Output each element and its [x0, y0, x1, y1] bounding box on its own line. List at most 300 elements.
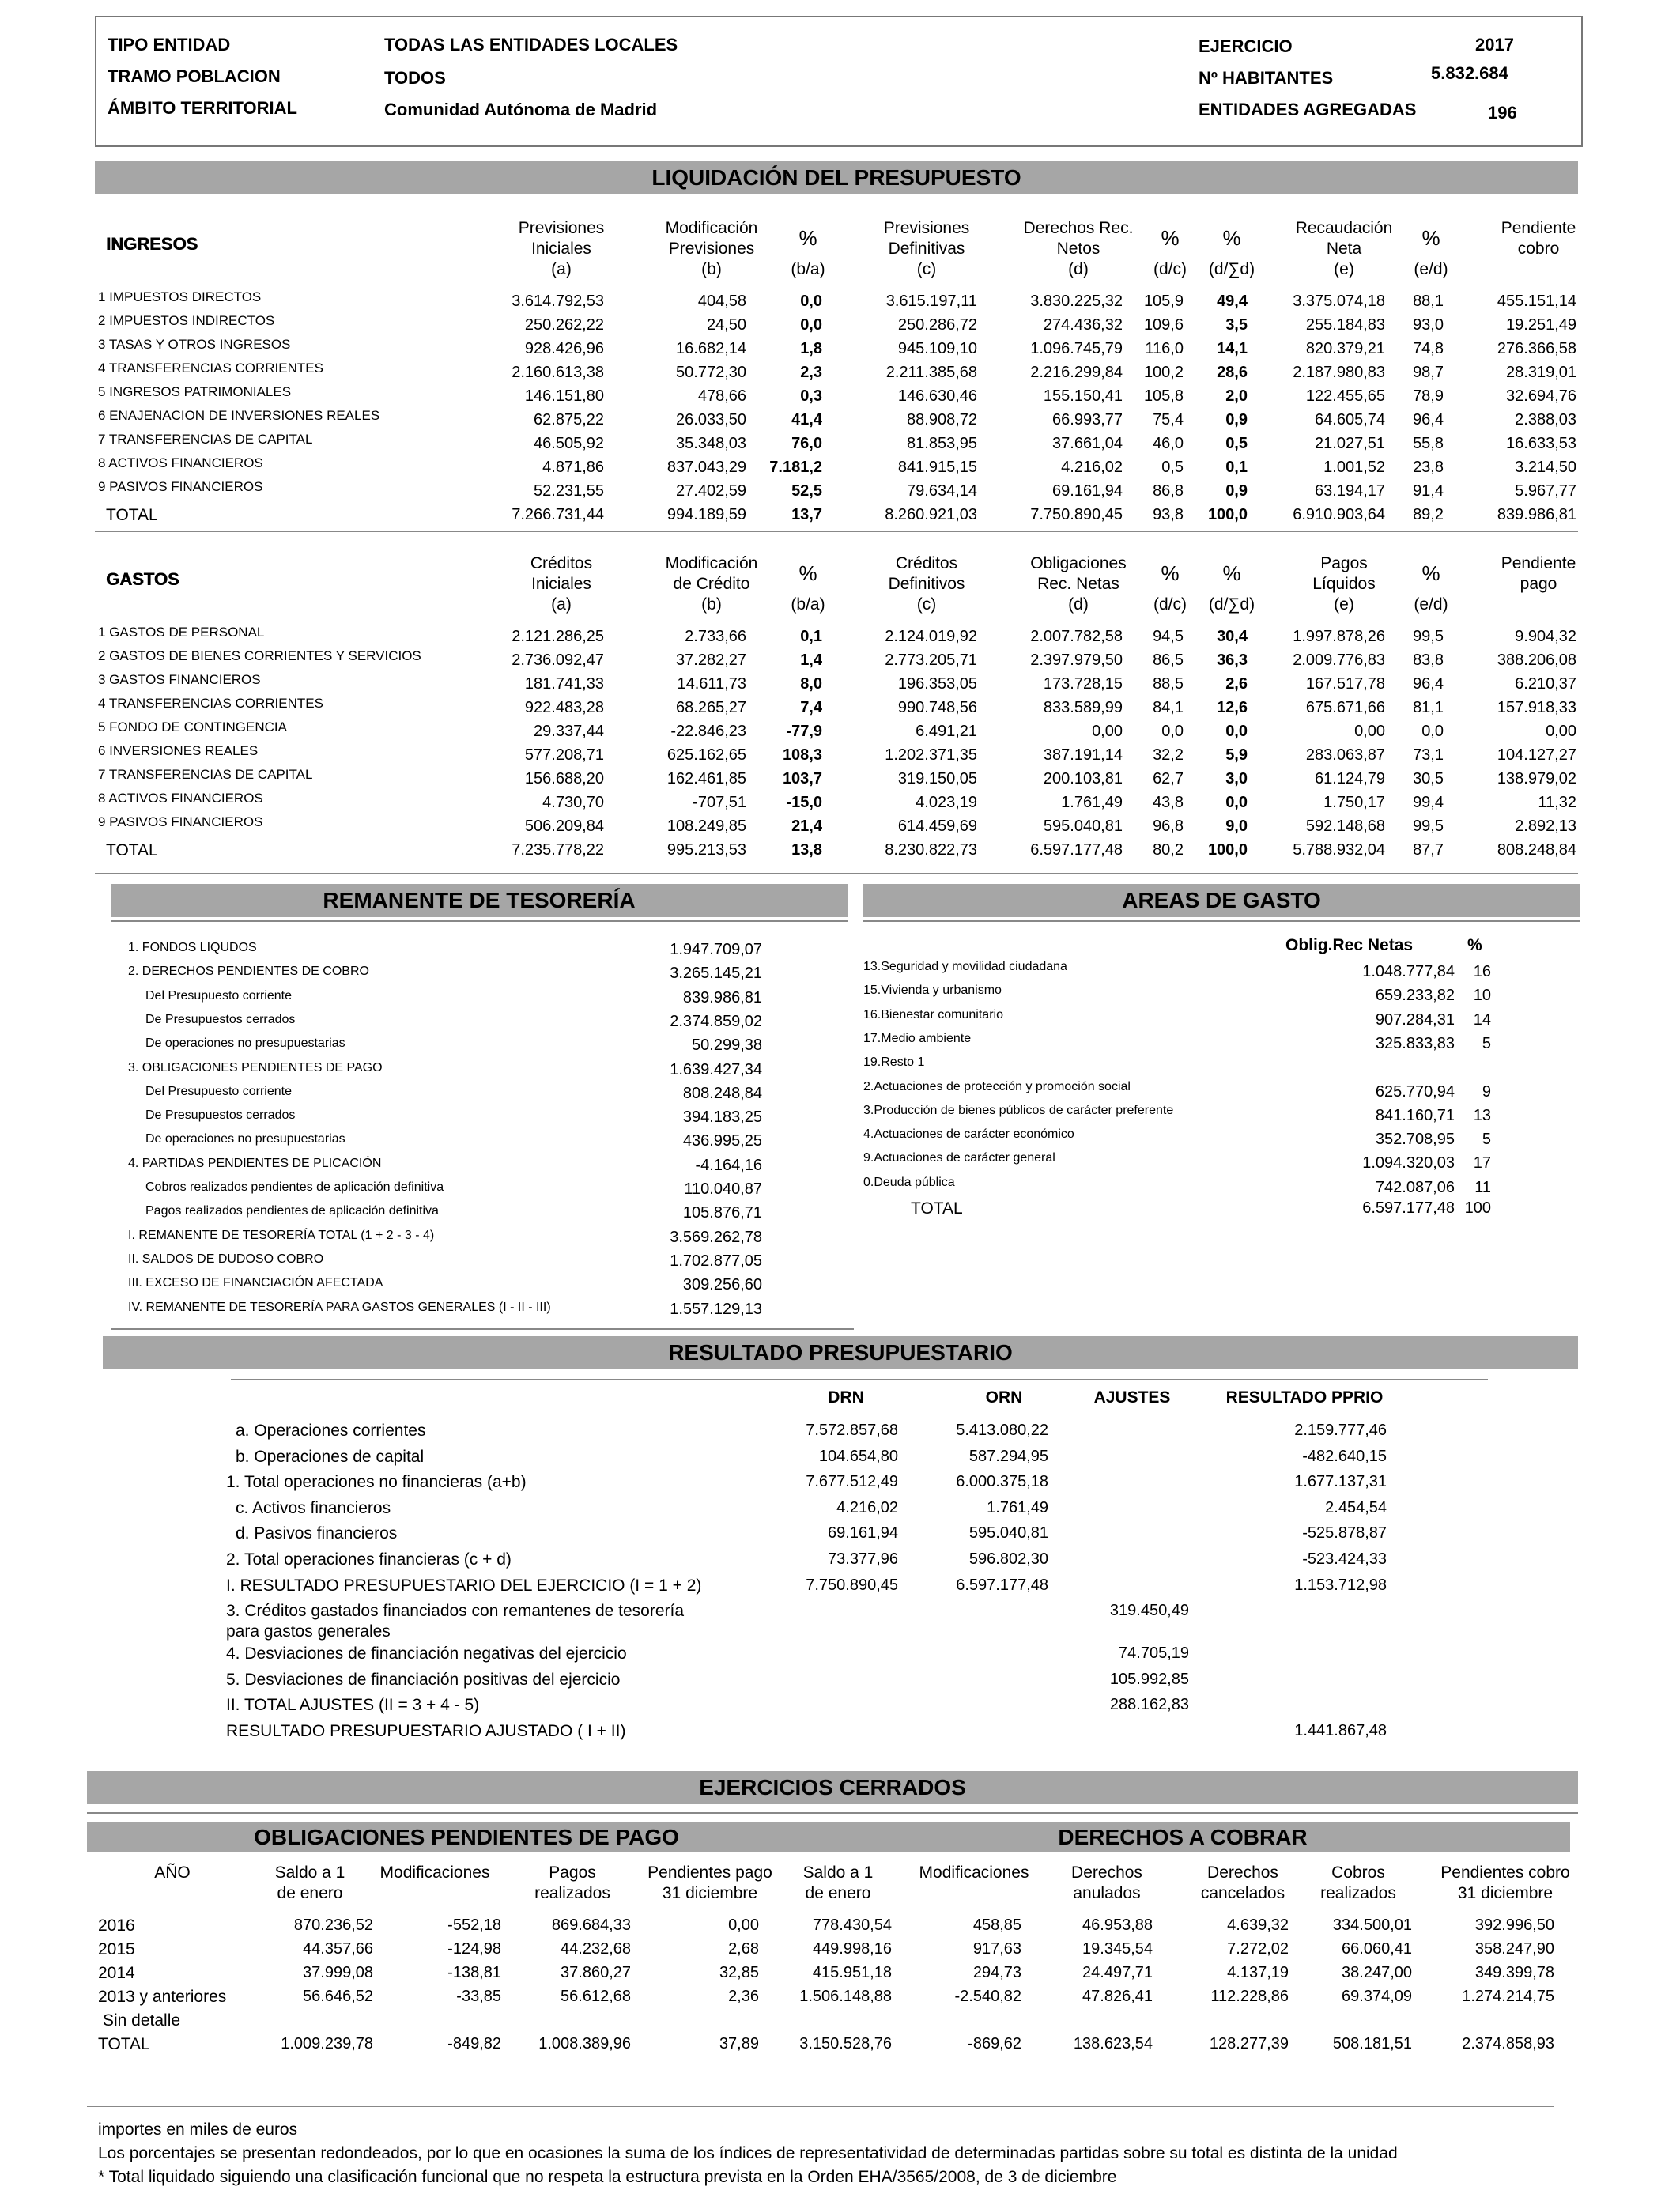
ingresos-cell: 52,5 — [791, 482, 822, 500]
cerrados-cell: 3.150.528,76 — [799, 2035, 892, 2052]
gastos-cell: 9.904,32 — [1515, 628, 1576, 645]
ingresos-cell: 74,8 — [1413, 340, 1444, 357]
ingresos-total-cell: 8.260.921,03 — [885, 506, 977, 523]
gastos-header-7-0: Pagos — [1320, 554, 1368, 572]
ingresos-cell: 255.184,83 — [1305, 316, 1385, 334]
ingresos-total-cell: 89,2 — [1413, 506, 1444, 523]
gastos-cell: 0,00 — [1354, 723, 1385, 740]
gastos-total-cell: 808.248,84 — [1497, 841, 1576, 859]
remanente-row-label: Del Presupuesto corriente — [145, 988, 292, 1003]
areas-row-label: 0.Deuda pública — [863, 1175, 955, 1189]
ingresos-header-0-0: Previsiones — [518, 219, 605, 237]
ingresos-cell: 86,8 — [1153, 482, 1184, 500]
gastos-cell: 1.750,17 — [1323, 794, 1385, 811]
areas-row-pct: 13 — [1473, 1106, 1491, 1124]
cerrados-cell: 1.008.389,96 — [538, 2035, 631, 2052]
gastos-cell: 2.009.776,83 — [1293, 651, 1385, 669]
resultado-row-label: 5. Desviaciones de financiación positivas del ejercicio — [226, 1670, 621, 1689]
gastos-header-0-1: Iniciales — [531, 575, 591, 593]
remanente-row-value: 3.265.145,21 — [670, 965, 762, 983]
ingresos-cell: 76,0 — [791, 435, 822, 452]
gastos-header-2-2: (b/a) — [791, 595, 825, 614]
cerrados-cell: 358.247,90 — [1474, 1940, 1554, 1958]
gastos-cell: 6.491,21 — [916, 723, 977, 740]
areas-row-pct: 5 — [1482, 1034, 1491, 1052]
remanente-row-label: 3. OBLIGACIONES PENDIENTES DE PAGO — [128, 1060, 383, 1074]
ingresos-cell: 16.633,53 — [1506, 435, 1576, 452]
gastos-cell: 12,6 — [1217, 699, 1248, 716]
ingresos-cell: 46,0 — [1153, 435, 1184, 452]
ingresos-header-3-0: Previsiones — [883, 219, 970, 237]
gastos-header-6-2: (d/∑d) — [1208, 595, 1255, 614]
ingresos-cell: 24,50 — [706, 316, 746, 334]
ingresos-row-label: 4 TRANSFERENCIAS CORRIENTES — [98, 361, 323, 376]
gastos-label: GASTOS — [106, 569, 179, 589]
resultado-orn: 6.000.375,18 — [956, 1473, 1048, 1491]
gastos-row-label: 9 PASIVOS FINANCIEROS — [98, 814, 263, 829]
ingresos-cell: 98,7 — [1413, 364, 1444, 381]
cerrados-cell: 56.646,52 — [303, 1988, 373, 2005]
gastos-cell: 1,4 — [800, 651, 822, 669]
cerrados-cell: -869,62 — [968, 2035, 1021, 2052]
resultado-row-label: d. Pasivos financieros — [236, 1524, 398, 1543]
ambito-label: ÁMBITO TERRITORIAL — [108, 98, 297, 118]
cerrados-title-rule — [87, 1812, 1578, 1814]
ingresos-cell: 28.319,01 — [1506, 364, 1576, 381]
gastos-cell: -77,9 — [786, 723, 822, 740]
ingresos-cell: 1.001,52 — [1323, 459, 1385, 476]
gastos-header-5-0: % — [1161, 561, 1180, 585]
ingresos-cell: 16.682,14 — [676, 340, 746, 357]
gastos-total-cell: 13,8 — [791, 841, 822, 859]
gastos-header-3-0: Créditos — [895, 554, 958, 572]
ingresos-cell: 404,58 — [697, 293, 746, 310]
cerrados-cell: 415.951,18 — [812, 1964, 892, 1981]
gastos-header-7-2: (e) — [1334, 595, 1354, 614]
gastos-total-cell: 87,7 — [1413, 841, 1444, 859]
cerrados-cell: 69.374,09 — [1342, 1988, 1412, 2005]
gastos-cell: 675.671,66 — [1305, 699, 1385, 716]
ingresos-cell: 2,3 — [800, 364, 822, 381]
ingresos-cell: 19.251,49 — [1506, 316, 1576, 334]
remanente-row-value: 50.299,38 — [692, 1037, 762, 1055]
areas-row-value: 325.833,83 — [1375, 1034, 1455, 1052]
gastos-cell: 7,4 — [800, 699, 822, 716]
cerrados-cell: 56.612,68 — [561, 1988, 631, 2005]
ingresos-total-label: TOTAL — [106, 506, 158, 524]
ingresos-cell: 116,0 — [1145, 340, 1184, 357]
areas-title-rule — [863, 920, 1580, 922]
cerrados-header: Pendientes pago — [647, 1864, 772, 1882]
gastos-cell: 157.918,33 — [1497, 699, 1576, 716]
gastos-cell: 138.979,02 — [1497, 770, 1576, 787]
ingresos-row-label: 9 PASIVOS FINANCIEROS — [98, 479, 263, 494]
gastos-cell: -22.846,23 — [670, 723, 746, 740]
resultado-ajustes: 74.705,19 — [1119, 1645, 1189, 1663]
resultado-frame — [231, 1379, 1488, 1380]
gastos-cell: 0,0 — [1421, 723, 1444, 740]
cerrados-cell: 46.953,88 — [1082, 1916, 1153, 1934]
gastos-header-8-2: (e/d) — [1414, 595, 1448, 614]
remanente-row-value: 1.639.427,34 — [670, 1060, 762, 1078]
cerrados-cell: 870.236,52 — [293, 1916, 373, 1934]
areas-row-value: 742.087,06 — [1375, 1178, 1455, 1196]
gastos-cell: 62,7 — [1153, 770, 1184, 787]
remanente-row-value: 105.876,71 — [682, 1204, 762, 1222]
ingresos-cell: 93,0 — [1413, 316, 1444, 334]
ingresos-total-cell: 7.750.890,45 — [1030, 506, 1123, 523]
gastos-cell: 3,0 — [1225, 770, 1248, 787]
areas-row-value: 907.284,31 — [1375, 1010, 1455, 1029]
ingresos-cell: 4.216,02 — [1061, 459, 1123, 476]
ingresos-cell: 3.375.074,18 — [1293, 293, 1385, 310]
gastos-cell: 2.773.205,71 — [885, 651, 977, 669]
gastos-row-label: 2 GASTOS DE BIENES CORRIENTES Y SERVICIOS — [98, 648, 421, 663]
gastos-cell: 922.483,28 — [524, 699, 604, 716]
gastos-cell: 61.124,79 — [1315, 770, 1385, 787]
cerrados-header: Saldo a 1 — [274, 1864, 345, 1882]
ingresos-cell: 63.194,17 — [1315, 482, 1385, 500]
tramo-label: TRAMO POBLACION — [108, 66, 281, 86]
gastos-cell: 181.741,33 — [524, 675, 604, 693]
gastos-cell: 2.121.286,25 — [512, 628, 604, 645]
gastos-cell: 88,5 — [1153, 675, 1184, 693]
remanente-row-value: 394.183,25 — [682, 1108, 762, 1127]
gastos-row-label: 6 INVERSIONES REALES — [98, 743, 259, 758]
gastos-row-label: 7 TRANSFERENCIAS DE CAPITAL — [98, 767, 313, 782]
gastos-cell: 387.191,14 — [1043, 746, 1123, 764]
areas-row-label: 15.Vivienda y urbanismo — [863, 984, 1002, 998]
ingresos-header-9-1: cobro — [1517, 240, 1560, 258]
ingresos-cell: 100,2 — [1143, 364, 1184, 381]
areas-total-value: 6.597.177,48 — [1362, 1199, 1455, 1217]
gastos-header-8-0: % — [1421, 561, 1440, 585]
cerrados-header: Pendientes cobro — [1440, 1864, 1570, 1882]
areas-total-label: TOTAL — [911, 1199, 963, 1218]
cerrados-cell: 128.277,39 — [1209, 2035, 1289, 2052]
ingresos-total-cell: 7.266.731,44 — [512, 506, 604, 523]
header-box — [95, 16, 1583, 147]
cerrados-header: anulados — [1073, 1884, 1141, 1902]
derechos-title: DERECHOS A COBRAR — [795, 1822, 1570, 1852]
gastos-row-label: 1 GASTOS DE PERSONAL — [98, 625, 265, 640]
ingresos-cell: 928.426,96 — [524, 340, 604, 357]
cerrados-header: 31 diciembre — [1457, 1884, 1554, 1902]
gastos-total-cell: 7.235.778,22 — [512, 841, 604, 859]
remanente-row-value: -4.164,16 — [695, 1156, 762, 1174]
ingresos-cell: 0,0 — [800, 293, 822, 310]
gastos-row-label: 8 ACTIVOS FINANCIEROS — [98, 791, 263, 806]
ingresos-row-label: 7 TRANSFERENCIAS DE CAPITAL — [98, 432, 313, 447]
gastos-cell: 83,8 — [1413, 651, 1444, 669]
gastos-row-label: 5 FONDO DE CONTINGENCIA — [98, 719, 287, 734]
ingresos-cell: 32.694,76 — [1506, 387, 1576, 405]
cerrados-header: Saldo a 1 — [802, 1864, 874, 1882]
remanente-row-value: 839.986,81 — [682, 988, 762, 1006]
ingresos-cell: 46.505,92 — [534, 435, 604, 452]
areas-row-value: 1.048.777,84 — [1362, 963, 1455, 980]
gastos-total-cell: 100,0 — [1207, 841, 1248, 859]
cerrados-cell: 334.500,01 — [1332, 1916, 1412, 1934]
areas-row-label: 9.Actuaciones de carácter general — [863, 1151, 1055, 1165]
resultado-drn: 104.654,80 — [818, 1447, 898, 1465]
areas-row-value: 352.708,95 — [1375, 1131, 1455, 1149]
gastos-cell: 30,4 — [1217, 628, 1248, 645]
cerrados-cell: 0,00 — [728, 1916, 759, 1934]
gastos-cell: 37.282,27 — [676, 651, 746, 669]
cerrados-cell: 1.009.239,78 — [281, 2035, 373, 2052]
tipo-entidad-label: TIPO ENTIDAD — [108, 35, 231, 55]
gastos-cell: 577.208,71 — [524, 746, 604, 764]
resultado-res: -482.640,15 — [1302, 1447, 1387, 1465]
resultado-drn: 69.161,94 — [828, 1524, 898, 1543]
ingresos-header-7-2: (e) — [1334, 260, 1354, 278]
gastos-header-0-2: (a) — [551, 595, 572, 614]
remanente-row-value: 1.557.129,13 — [670, 1300, 762, 1318]
gastos-cell: 283.063,87 — [1305, 746, 1385, 764]
cerrados-year: Sin detalle — [103, 2011, 181, 2030]
ingresos-total-cell: 13,7 — [791, 506, 822, 523]
cerrados-header: 31 diciembre — [662, 1884, 758, 1902]
resultado-res: -525.878,87 — [1302, 1524, 1387, 1543]
resultado-orn: 6.597.177,48 — [956, 1576, 1048, 1594]
gastos-header-5-2: (d/c) — [1153, 595, 1187, 614]
ingresos-header-0-2: (a) — [551, 260, 572, 278]
resultado-ajustes: 105.992,85 — [1109, 1670, 1189, 1688]
ingresos-cell: 2.388,03 — [1515, 411, 1576, 429]
ingresos-cell: 0,1 — [1225, 459, 1248, 476]
ingresos-header-5-0: % — [1161, 226, 1180, 250]
ingresos-header-2-0: % — [798, 226, 817, 250]
areas-title: AREAS DE GASTO — [863, 884, 1580, 917]
ingresos-cell: 21.027,51 — [1315, 435, 1385, 452]
ingresos-cell: 0,9 — [1225, 411, 1248, 429]
gastos-cell: 96,8 — [1153, 818, 1184, 835]
gastos-cell: 0,00 — [1546, 723, 1576, 740]
ingresos-cell: 55,8 — [1413, 435, 1444, 452]
remanente-row-value: 1.702.877,05 — [670, 1252, 762, 1270]
ingresos-cell: 837.043,29 — [666, 459, 746, 476]
ingresos-cell: 64.605,74 — [1315, 411, 1385, 429]
gastos-header-3-2: (c) — [916, 595, 937, 614]
ingresos-cell: 96,4 — [1413, 411, 1444, 429]
gastos-header-2-0: % — [798, 561, 817, 585]
resultado-res: 1.153.712,98 — [1294, 1576, 1387, 1594]
ingresos-cell: 0,0 — [800, 316, 822, 334]
gastos-cell: 0,0 — [1161, 723, 1184, 740]
gastos-cell: 4.023,19 — [916, 794, 977, 811]
gastos-cell: 99,5 — [1413, 628, 1444, 645]
gastos-cell: -15,0 — [786, 794, 822, 811]
cerrados-cell: -124,98 — [447, 1940, 501, 1958]
cerrados-header: de enero — [277, 1884, 343, 1902]
remanente-row-value: 808.248,84 — [682, 1084, 762, 1102]
gastos-cell: 108,3 — [782, 746, 822, 764]
gastos-total-cell: 6.597.177,48 — [1030, 841, 1123, 859]
gastos-cell: 156.688,20 — [524, 770, 604, 787]
remanente-row-value: 2.374.859,02 — [670, 1012, 762, 1030]
resultado-ajustes: 288.162,83 — [1109, 1696, 1189, 1714]
ingresos-cell: 2,0 — [1225, 387, 1248, 405]
cerrados-header: Derechos — [1071, 1864, 1142, 1882]
gastos-cell: 99,4 — [1413, 794, 1444, 811]
gastos-cell: -707,51 — [693, 794, 746, 811]
gastos-cell: 14.611,73 — [677, 675, 746, 693]
ingresos-cell: 945.109,10 — [897, 340, 977, 357]
ingresos-header-2-2: (b/a) — [791, 260, 825, 278]
ingresos-cell: 91,4 — [1413, 482, 1444, 500]
areas-row-value: 841.160,71 — [1375, 1106, 1455, 1124]
gastos-cell: 8,0 — [800, 675, 822, 693]
gastos-cell: 319.150,05 — [897, 770, 977, 787]
resultado-col-header: ORN — [985, 1388, 1023, 1407]
remanente-row-value: 309.256,60 — [682, 1276, 762, 1294]
cerrados-cell: -33,85 — [456, 1988, 501, 2005]
cerrados-cell: 449.998,16 — [812, 1940, 892, 1958]
ingresos-cell: 37.661,04 — [1052, 435, 1123, 452]
cerrados-cell: 2.374.858,93 — [1462, 2035, 1554, 2052]
cerrados-header: Cobros — [1331, 1864, 1385, 1882]
gastos-cell: 9,0 — [1225, 818, 1248, 835]
gastos-cell: 68.265,27 — [676, 699, 746, 716]
cerrados-year: TOTAL — [98, 2035, 150, 2053]
cerrados-cell: 294,73 — [972, 1964, 1021, 1981]
gastos-cell: 36,3 — [1217, 651, 1248, 669]
gastos-cell: 29.337,44 — [534, 723, 604, 740]
cerrados-cell: 38.247,00 — [1342, 1964, 1412, 1981]
remanente-row-label: Cobros realizados pendientes de aplicación definitiva — [145, 1180, 444, 1194]
ingresos-header-4-0: Derechos Rec. — [1023, 219, 1134, 237]
gastos-cell: 84,1 — [1153, 699, 1184, 716]
ingresos-header-1-1: Previsiones — [668, 240, 755, 258]
gastos-cell: 86,5 — [1153, 651, 1184, 669]
ingresos-header-4-1: Netos — [1056, 240, 1100, 258]
areas-row-value: 659.233,82 — [1375, 987, 1455, 1005]
cerrados-header: cancelados — [1200, 1884, 1285, 1902]
gastos-cell: 2.892,13 — [1515, 818, 1576, 835]
ingresos-row-label: 3 TASAS Y OTROS INGRESOS — [98, 337, 291, 352]
gastos-cell: 21,4 — [791, 818, 822, 835]
agregadas-value: 196 — [1488, 103, 1517, 123]
ingresos-cell: 50.772,30 — [676, 364, 746, 381]
ingresos-cell: 14,1 — [1217, 340, 1248, 357]
remanente-row-label: Pagos realizados pendientes de aplicación definitiva — [145, 1204, 439, 1218]
footer-rule — [87, 2106, 1554, 2107]
ingresos-cell: 0,9 — [1225, 482, 1248, 500]
ingresos-cell: 49,4 — [1217, 293, 1248, 310]
gastos-row-label: 3 GASTOS FINANCIEROS — [98, 672, 261, 687]
areas-row-pct: 11 — [1474, 1178, 1491, 1196]
resultado-title: RESULTADO PRESUPUESTARIO — [103, 1336, 1578, 1369]
gastos-total-cell: 995.213,53 — [666, 841, 746, 859]
ingresos-cell: 88,1 — [1413, 293, 1444, 310]
remanente-row-label: I. REMANENTE DE TESORERÍA TOTAL (1 + 2 - 3 - 4) — [128, 1228, 435, 1242]
areas-row-value: 1.094.320,03 — [1362, 1154, 1455, 1173]
gastos-cell: 32,2 — [1153, 746, 1184, 764]
gastos-cell: 2.397.979,50 — [1030, 651, 1123, 669]
resultado-row-label: 3. Créditos gastados financiados con remantenes de tesorería — [226, 1602, 685, 1621]
ingresos-cell: 3.214,50 — [1515, 459, 1576, 476]
gastos-header-4-1: Rec. Netas — [1037, 575, 1119, 593]
remanente-bottom-rule — [111, 1328, 854, 1330]
areas-row-pct: 14 — [1473, 1010, 1491, 1029]
cerrados-cell: 37.860,27 — [561, 1964, 631, 1981]
ingresos-header-0-1: Iniciales — [531, 240, 591, 258]
remanente-row-label: De Presupuestos cerrados — [145, 1108, 296, 1123]
cerrados-cell: 1.506.148,88 — [799, 1988, 892, 2005]
resultado-drn: 7.750.890,45 — [806, 1576, 898, 1594]
cerrados-cell: 869.684,33 — [551, 1916, 631, 1934]
resultado-row-label: RESULTADO PRESUPUESTARIO AJUSTADO ( I + II) — [226, 1722, 626, 1740]
cerrados-cell: 4.137,19 — [1227, 1964, 1289, 1981]
areas-row-pct: 16 — [1473, 963, 1491, 980]
cerrados-header: Modificaciones — [379, 1864, 490, 1882]
gastos-row-label: 4 TRANSFERENCIAS CORRIENTES — [98, 696, 323, 711]
cerrados-year: 2015 — [98, 1940, 135, 1958]
gastos-cell: 388.206,08 — [1497, 651, 1576, 669]
cerrados-cell: -2.540,82 — [954, 1988, 1021, 2005]
areas-col-oblig: Oblig.Rec Netas — [1285, 936, 1414, 954]
resultado-res: 2.454,54 — [1325, 1498, 1387, 1516]
ingresos-cell: 250.286,72 — [897, 316, 977, 334]
cerrados-cell: 7.272,02 — [1227, 1940, 1289, 1958]
areas-row-label: 4.Actuaciones de carácter económico — [863, 1127, 1074, 1142]
resultado-row-label: II. TOTAL AJUSTES (II = 3 + 4 - 5) — [226, 1696, 480, 1715]
gastos-cell: 104.127,27 — [1497, 746, 1576, 764]
remanente-row-label: 4. PARTIDAS PENDIENTES DE PLICACIÓN — [128, 1156, 382, 1170]
areas-row-value: 625.770,94 — [1375, 1082, 1455, 1101]
ingresos-row-label: 2 IMPUESTOS INDIRECTOS — [98, 313, 275, 328]
gastos-cell: 506.209,84 — [524, 818, 604, 835]
gastos-header-4-2: (d) — [1068, 595, 1089, 614]
cerrados-year: 2013 y anteriores — [98, 1988, 227, 2006]
resultado-row-label: a. Operaciones corrientes — [236, 1422, 426, 1440]
tramo-value: TODOS — [384, 68, 446, 88]
ingresos-cell: 276.366,58 — [1497, 340, 1576, 357]
ingresos-cell: 2.160.613,38 — [512, 364, 604, 381]
gastos-header-9-0: Pendiente — [1501, 554, 1576, 572]
gastos-cell: 0,1 — [800, 628, 822, 645]
remanente-row-label: De Presupuestos cerrados — [145, 1012, 296, 1026]
ingresos-cell: 62.875,22 — [534, 411, 604, 429]
gastos-cell: 99,5 — [1413, 818, 1444, 835]
areas-row-pct: 10 — [1473, 987, 1491, 1005]
ingresos-cell: 88.908,72 — [907, 411, 977, 429]
cerrados-cell: 2,36 — [728, 1988, 759, 2005]
gastos-header-4-0: Obligaciones — [1030, 554, 1127, 572]
gastos-total-cell: 8.230.822,73 — [885, 841, 977, 859]
areas-row-label: 2.Actuaciones de protección y promoción social — [863, 1079, 1131, 1093]
ingresos-total-cell: 6.910.903,64 — [1293, 506, 1385, 523]
gastos-cell: 1.202.371,35 — [885, 746, 977, 764]
cerrados-cell: 112.228,86 — [1210, 1988, 1289, 2005]
gastos-cell: 2.007.782,58 — [1030, 628, 1123, 645]
gastos-cell: 833.589,99 — [1043, 699, 1123, 716]
cerrados-cell: 392.996,50 — [1474, 1916, 1554, 1934]
resultado-orn: 587.294,95 — [968, 1447, 1048, 1465]
cerrados-header: Modificaciones — [919, 1864, 1029, 1882]
resultado-row-label2: para gastos generales — [226, 1622, 391, 1641]
cerrados-header: Derechos — [1207, 1864, 1278, 1882]
cerrados-cell: 508.181,51 — [1332, 2035, 1412, 2052]
resultado-res: 1.441.867,48 — [1294, 1722, 1387, 1739]
gastos-cell: 73,1 — [1413, 746, 1444, 764]
remanente-row-label: 2. DERECHOS PENDIENTES DE COBRO — [128, 965, 369, 979]
cerrados-title: EJERCICIOS CERRADOS — [87, 1771, 1578, 1804]
remanente-row-value: 1.947.709,07 — [670, 941, 762, 958]
remanente-row-label: Del Presupuesto corriente — [145, 1084, 292, 1098]
ingresos-cell: 75,4 — [1153, 411, 1184, 429]
